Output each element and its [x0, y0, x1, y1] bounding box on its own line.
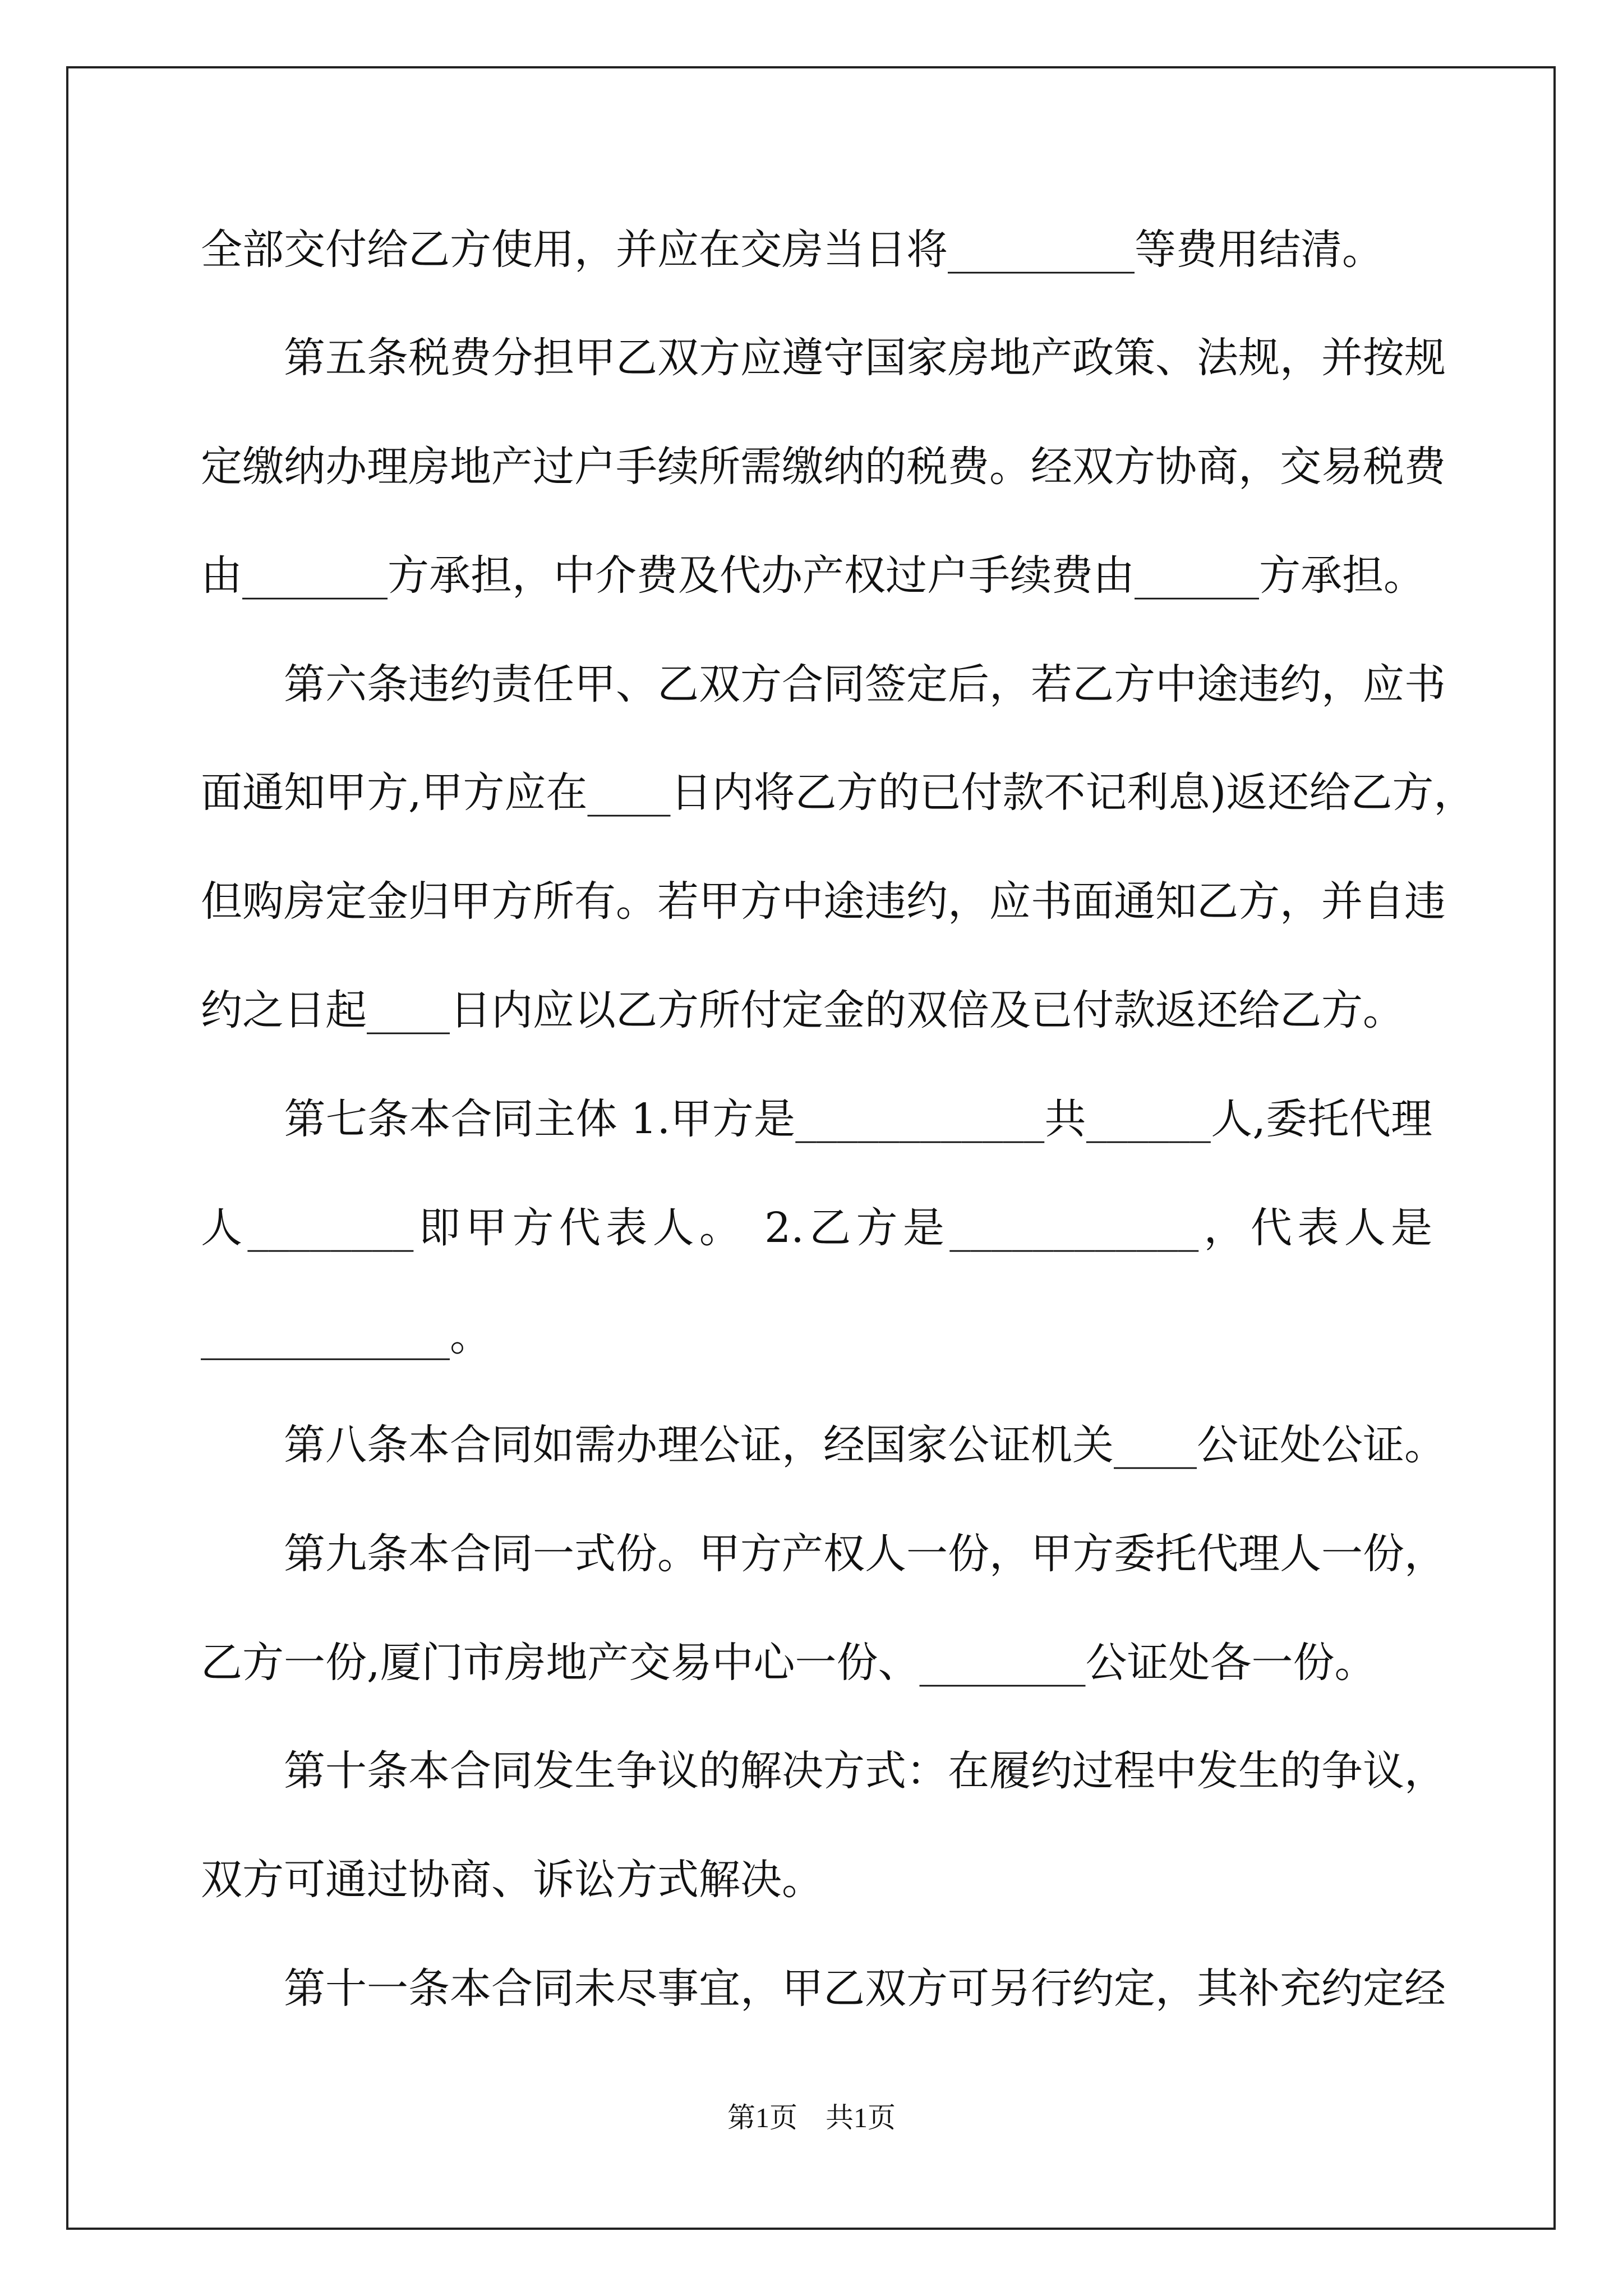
text-line: 第八条本合同如需办理公证，经国家公证机关____公证处公证。 [201, 1421, 1446, 1469]
text-line: 人________即甲方代表人。 2.乙方是____________，代表人是 [201, 1204, 1432, 1252]
text-line: 第六条违约责任甲、乙双方合同签定后，若乙方中途违约，应书 [201, 660, 1446, 708]
text-line: 定缴纳办理房地产过户手续所需缴纳的税费。经双方协商，交易税费 [201, 443, 1446, 491]
text-line: 双方可通过协商、诉讼方式解决。 [201, 1856, 823, 1904]
text-line: 乙方一份,厦门市房地产交易中心一份、________公证处各一份。 [201, 1639, 1376, 1687]
text-line: 由_______方承担，中介费及代办产权过户手续费由______方承担。 [201, 551, 1425, 600]
page-number-footer: 第1页 共1页 [727, 2102, 896, 2133]
text-line: 第七条本合同主体 1.甲方是____________共______人,委托代理 [201, 1095, 1432, 1143]
text-line: 第九条本合同一式份。甲方产权人一份，甲方委托代理人一份， [201, 1530, 1446, 1578]
text-line: 约之日起____日内应以乙方所付定金的双倍及已付款返还给乙方。 [201, 986, 1404, 1034]
text-line: 面通知甲方,甲方应在____日内将乙方的已付款不记利息)返还给乙方， [201, 769, 1476, 817]
text-line: 全部交付给乙方使用，并应在交房当日将_________等费用结清。 [201, 226, 1384, 274]
text-line: 但购房定金归甲方所有。若甲方中途违约，应书面通知乙方，并自违 [201, 877, 1446, 926]
text-line: ____________。 [201, 1312, 491, 1360]
text-line: 第十条本合同发生争议的解决方式：在履约过程中发生的争议， [201, 1747, 1446, 1795]
text-line: 第十一条本合同未尽事宜，甲乙双方可另行约定，其补充约定经 [201, 1964, 1446, 2013]
text-line: 第五条税费分担甲乙双方应遵守国家房地产政策、法规，并按规 [201, 334, 1446, 382]
